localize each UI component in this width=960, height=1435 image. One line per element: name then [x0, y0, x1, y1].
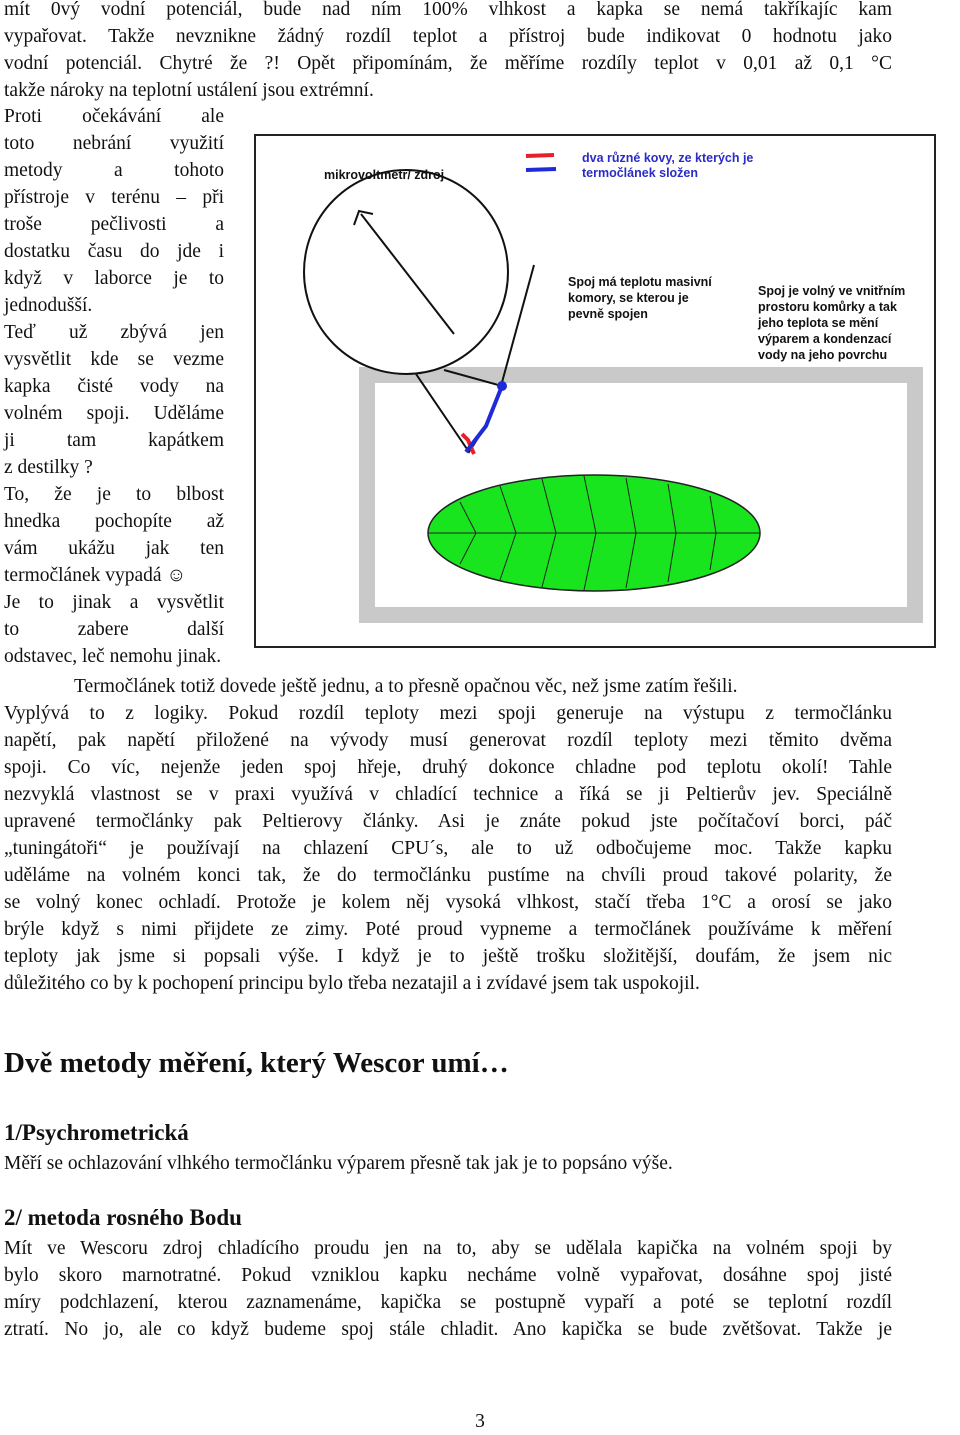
text-line: Vyplývá to z logiky. Pokud rozdíl teploty mezi spoji generuje na výstupu z termočlánku — [4, 703, 892, 724]
text-line: kapka čisté vody na — [4, 376, 224, 397]
note-free-2: prostoru komůrky a tak — [758, 300, 897, 314]
note-free-5: vody na jeho povrchu — [758, 348, 888, 362]
text-line: Teď už zbývá jen — [4, 322, 224, 343]
text-line: spoji. Co víc, nejenže jeden spoj hřeje, druhý dokonce chladne pod teplotu okolí! Tahle — [4, 757, 892, 778]
text-line: jednodušší. — [4, 295, 93, 316]
text-line: troše pečlivosti a — [4, 214, 224, 235]
side-paragraph — [4, 103, 224, 670]
text-line: teploty jak jsme si popsali výše. I když je to ještě trošku složitější, doufám, že jsem nic — [4, 946, 892, 967]
text-line: napětí, pak napětí přiložené na vývody musí generovat rozdíl teploty mezi těmito dvěma — [4, 730, 892, 751]
text-line: To, že je to blbost — [4, 484, 224, 505]
text-line: ztratí. No jo, ale co když budeme spoj stále chladit. Ano kapička se bude zvětšovat. Takže je — [4, 1319, 892, 1340]
text-line: přístroje v terénu – při — [4, 187, 224, 208]
text-line: důležitého co by k pochopení principu bylo třeba nezatajil a i zvídavé jsem tak uspokojil. — [4, 973, 700, 994]
text-line: bylo skoro marnotratné. Pokud vzniklou kapku necháme volně vypařovat, dosáhne spoj jisté — [4, 1265, 892, 1286]
text-line: volném spoji. Uděláme — [4, 403, 224, 424]
intro-paragraph — [4, 0, 892, 104]
text-line: uděláme na volném konci tak, že do termočlánku pustíme na chvíli proud takové polarity, že — [4, 865, 892, 886]
label-source: mikrovoltmetr/ zdroj — [324, 168, 445, 182]
text-line: vám ukážu jak ten — [4, 538, 224, 559]
text-line: když v laborce je to — [4, 268, 224, 289]
text-line: toto nebrání využití — [4, 133, 224, 154]
text-line: takže nároky na teplotní ustálení jsou extrémní. — [4, 80, 374, 101]
legend-blue-line — [526, 169, 556, 170]
text-line: Mít ve Wescoru zdroj chladícího proudu jen na to, aby se udělala kapička na volném spoji by — [4, 1238, 892, 1259]
note-fixed-3: pevně spojen — [568, 307, 648, 321]
text-line: z destilky ? — [4, 457, 93, 478]
text-line: se volný konec ochladí. Protože je kolem něj vysoká vlhkost, stačí třeba 1°C a orosí se jako — [4, 892, 892, 913]
text-line: termočlánek vypadá ☺ — [4, 565, 187, 586]
section-heading: Dvě metody měření, který Wescor umí… — [4, 1047, 509, 1079]
text-line: upravené termočlánky pak Peltierovy články. Asi je znáte pokud jste počítačoví borci, páč — [4, 811, 892, 832]
psychrometric-paragraph — [4, 1150, 892, 1177]
text-line: mít 0vý vodní potenciál, bude nad ním 100% vlhkost a kapka se nemá takříkajíc kam — [4, 0, 892, 20]
text-line: odstavec, leč nemohu jinak. — [4, 646, 222, 667]
legend-red-line — [526, 155, 554, 156]
text-line: vypařovat. Takže nevznikne žádný rozdíl teplot a přístroj bude indikovat 0 hodnotu jako — [4, 26, 892, 47]
note-free-1: Spoj je volný ve vnitřním — [758, 284, 906, 298]
note-fixed-2: komory, se kterou je — [568, 291, 689, 305]
note-free-4: výparem a kondenzací — [758, 332, 892, 346]
subheading-dew-point: 2/ metoda rosného Bodu — [4, 1205, 242, 1230]
text-line: Měří se ochlazování vlhkého termočlánku výparem přesně tak jak je to popsáno výše. — [4, 1153, 673, 1174]
text-line: Proti očekávání ale — [4, 106, 224, 127]
text-line: nezvyklá vlastnost se v praxi využívá v chladící technice a říká se ji Peltierův jev. Speciálně — [4, 784, 892, 805]
text-line: dostatku času do jde i — [4, 241, 224, 262]
text-line: Je to jinak a vysvětlit — [4, 592, 224, 613]
text-line: to zabere další — [4, 619, 224, 640]
text-line: vodní potenciál. Chytré že ?! Opět připomínám, že měříme rozdíly teplot v 0,01 až 0,1 °C — [4, 53, 892, 74]
text-line: metody a tohoto — [4, 160, 224, 181]
text-line: brýle když s nimi přijdete ze zimy. Poté proud vypneme a termočlánek používáme k měření — [4, 919, 892, 940]
text-line: ji tam kapátkem — [4, 430, 224, 451]
legend-text-2: termočlánek složen — [582, 166, 699, 180]
peltier-paragraph — [4, 673, 892, 997]
subheading-psychrometric: 1/Psychrometrická — [4, 1120, 189, 1145]
note-fixed-1: Spoj má teplotu masivní — [568, 275, 712, 289]
text-line: „tuningátoři“ je používají na chlazení CPU´s, ale to už odbočujeme moc. Takže kapku — [4, 838, 892, 859]
page-number: 3 — [475, 1411, 485, 1432]
legend-text-1: dva různé kovy, ze kterých je — [582, 151, 754, 165]
text-line: vysvětlit kde se vezme — [4, 349, 224, 370]
free-junction — [497, 381, 507, 391]
dew-point-paragraph — [4, 1235, 892, 1343]
note-free-3: jeho teplota se mění — [758, 316, 879, 330]
text-line: hnedka pochopíte až — [4, 511, 224, 532]
thermocouple-diagram — [254, 134, 936, 648]
text-line: Termočlánek totiž dovede ještě jednu, a to přesně opačnou věc, než jsme zatím řešili. — [74, 676, 738, 697]
text-line: míry podchlazení, kterou zaznamenáme, kapička se postupně vypaří a poté se teplotní rozdíl — [4, 1292, 892, 1313]
